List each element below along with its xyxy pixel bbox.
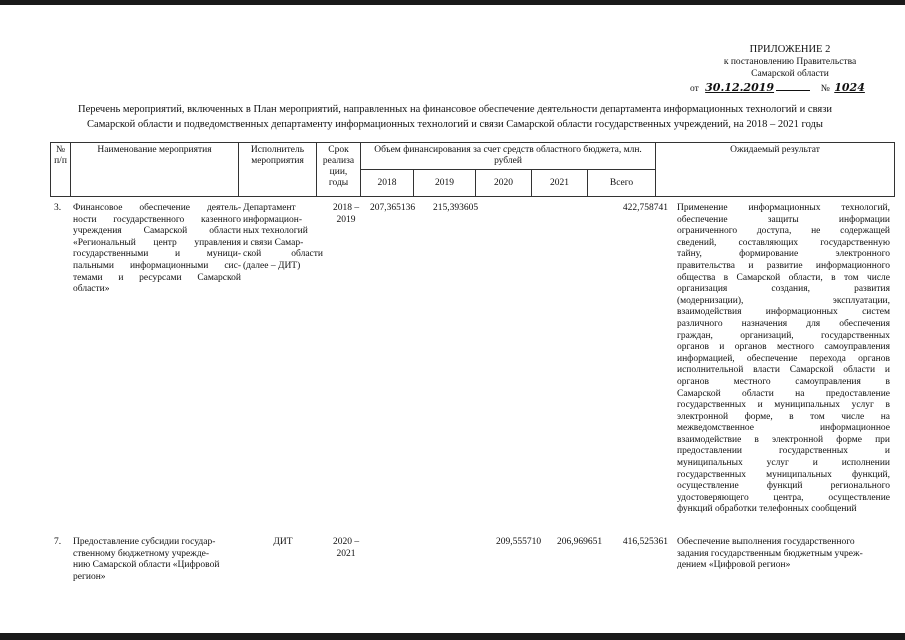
row-3-term-line: 2019	[336, 214, 356, 225]
row-7-term-line: 2020 –	[332, 537, 360, 547]
row-3-result-line: Применение информационных технологий,	[677, 203, 890, 213]
document-title-line-1: Перечень мероприятий, включенных в План мероприятий, направленных на финансовое обеспечение деятельности департамента информационных технологий и связи	[78, 104, 832, 115]
row-3-result-line: органов местного самоуправления в	[677, 376, 890, 387]
row-3-result-line: сведений, составляющих государственную	[677, 237, 890, 248]
row-3-name-line: учреждения Самарской области	[73, 226, 241, 237]
handwritten-number: 1024	[834, 81, 865, 94]
row-3-name-line: ности государственного казенного	[73, 214, 241, 225]
row-3-result-line: государственных и муниципальных услуг в	[677, 400, 890, 411]
row-3-result-line: информацией, обеспечение перехода органов	[677, 353, 890, 364]
row-3-result	[677, 203, 890, 516]
row-3-result-line: (модернизации), эксплуатации,	[677, 295, 890, 306]
appendix-title: ПРИЛОЖЕНИЕ 2	[749, 44, 831, 55]
row-7-result	[677, 537, 890, 572]
row-3-result-line: удостоверяющего центра, осуществление	[677, 492, 890, 503]
row-3-result-line: тайну, формирование электронного	[677, 249, 890, 260]
row-3-result-line: органов и органов местного самоуправления	[677, 342, 890, 353]
row-3-result-line: обеспечение защиты информации	[677, 214, 890, 225]
row-3-term-line: 2018 –	[332, 203, 360, 213]
handwritten-date: 30.12.2019	[705, 81, 775, 94]
row-7-name-line: ственному бюджетному учрежде-	[73, 548, 210, 559]
header-year-2021: 2021	[532, 170, 588, 197]
row-3-result-line: муниципальных услуг и исполнении	[677, 458, 890, 469]
row-7-term	[326, 537, 366, 560]
document-title	[60, 102, 850, 132]
row-3-term	[326, 203, 366, 226]
row-7-result-line: задания государственным бюджетным учреж-	[677, 548, 863, 559]
row-7-result-line: Обеспечение выполнения государственного	[677, 537, 855, 547]
row-3-number: 3.	[54, 203, 62, 213]
row-3-result-line: предоставлении государственных и	[677, 446, 890, 457]
appendix-line-2: Самарской области	[751, 69, 829, 79]
appendix-line-1: к постановлению Правительства	[723, 57, 857, 67]
row-3-executor-line: Департамент	[243, 203, 296, 213]
row-3-name	[73, 203, 241, 296]
row-7-executor	[243, 537, 323, 549]
row-3-result-line: исполнительной власти Самарской области и	[677, 365, 890, 376]
row-7-number: 7.	[54, 537, 62, 547]
row-3-result-line: функций обработки телефонных сообщений	[677, 504, 857, 515]
row-3-result-line: различного назначения для обеспечения	[677, 318, 890, 329]
row-7-name-line: нию Самарской области «Цифровой	[73, 560, 220, 571]
document-title-line-2: Самарской области и подведомственных департаменту информационных технологий и связи Самарской области государственных учреждений, на 2018 – 2021 годы	[87, 119, 823, 130]
row-3-executor-line: ской области	[243, 249, 323, 260]
header-year-2019: 2019	[414, 170, 476, 197]
header-term: Срок реализа ции, годы	[317, 143, 361, 197]
row-7-name-line: регион»	[73, 571, 106, 582]
row-3-result-line: Самарской области на предоставление	[677, 388, 890, 399]
header-number: № п/п	[51, 143, 71, 197]
header-result: Ожидаемый результат	[656, 143, 895, 197]
row-7-total: 416,525361	[622, 537, 668, 547]
bottom-scan-border	[0, 633, 905, 640]
row-3-result-line: электронной форме, в том числе на	[677, 411, 890, 422]
appendix-date-line	[690, 82, 890, 95]
header-executor: Исполнитель мероприятия	[239, 143, 317, 197]
row-3-result-line: взаимодействия информационных систем	[677, 307, 890, 318]
row-3-executor-line: ных технологий	[243, 226, 308, 237]
row-7-term-line: 2021	[336, 548, 356, 559]
row-3-result-line: осуществление функций регионального	[677, 481, 890, 492]
row-7-name-line: Предоставление субсидии государ-	[73, 537, 216, 547]
row-3-name-line: темами и ресурсами Самарской	[73, 272, 241, 283]
row-3-result-line: межведомственное информационное	[677, 423, 890, 434]
row-3-result-line: граждан, организаций, государственных	[677, 330, 890, 341]
row-3-result-line: взаимодействие в электронной форме при	[677, 434, 890, 445]
row-3-result-line: организация создания, развития	[677, 284, 890, 295]
row-3-result-line: государственных муниципальных функций,	[677, 469, 890, 480]
header-year-2020: 2020	[476, 170, 532, 197]
row-7-value-2021: 206,969651	[557, 537, 603, 547]
row-3-executor-line: (далее – ДИТ)	[243, 260, 301, 271]
row-3-name-line: «Региональный центр управления	[73, 237, 241, 248]
measures-table-header	[50, 142, 895, 197]
top-scan-border	[0, 0, 905, 5]
date-prefix: от	[690, 84, 699, 94]
row-3-total: 422,758741	[622, 203, 668, 213]
header-name: Наименование мероприятия	[71, 143, 239, 197]
row-3-executor-line: информацион-	[243, 214, 303, 225]
row-3-result-line: правительства и развитие информационного	[677, 260, 890, 271]
row-3-name-line: области»	[73, 284, 110, 295]
number-prefix: №	[820, 84, 830, 94]
row-3-value-2019: 215,393605	[433, 203, 479, 213]
appendix-block	[690, 44, 890, 95]
header-year-2018: 2018	[361, 170, 414, 197]
row-3-result-line: ограниченного доступа, не содержащей	[677, 226, 890, 237]
row-7-result-line: дением «Цифровой регион»	[677, 560, 791, 571]
row-3-name-line: государственными и муници-	[73, 249, 241, 260]
row-3-name-line: пальными информационными сис-	[73, 260, 241, 271]
row-7-name	[73, 537, 241, 583]
row-3-executor-line: и связи Самар-	[243, 237, 304, 248]
row-3-value-2018: 207,365136	[370, 203, 416, 213]
row-7-value-2020: 209,555710	[496, 537, 542, 547]
header-funding: Объем финансирования за счет средств областного бюджета, млн. рублей	[361, 143, 656, 170]
row-3-name-line: Финансовое обеспечение деятель-	[73, 203, 241, 213]
row-3-result-line: общества в Самарской области, в том числе	[677, 272, 890, 283]
row-7-executor-line: ДИТ	[273, 537, 293, 547]
header-total: Всего	[588, 170, 656, 197]
date-underline	[776, 90, 810, 91]
row-3-executor	[243, 203, 323, 273]
